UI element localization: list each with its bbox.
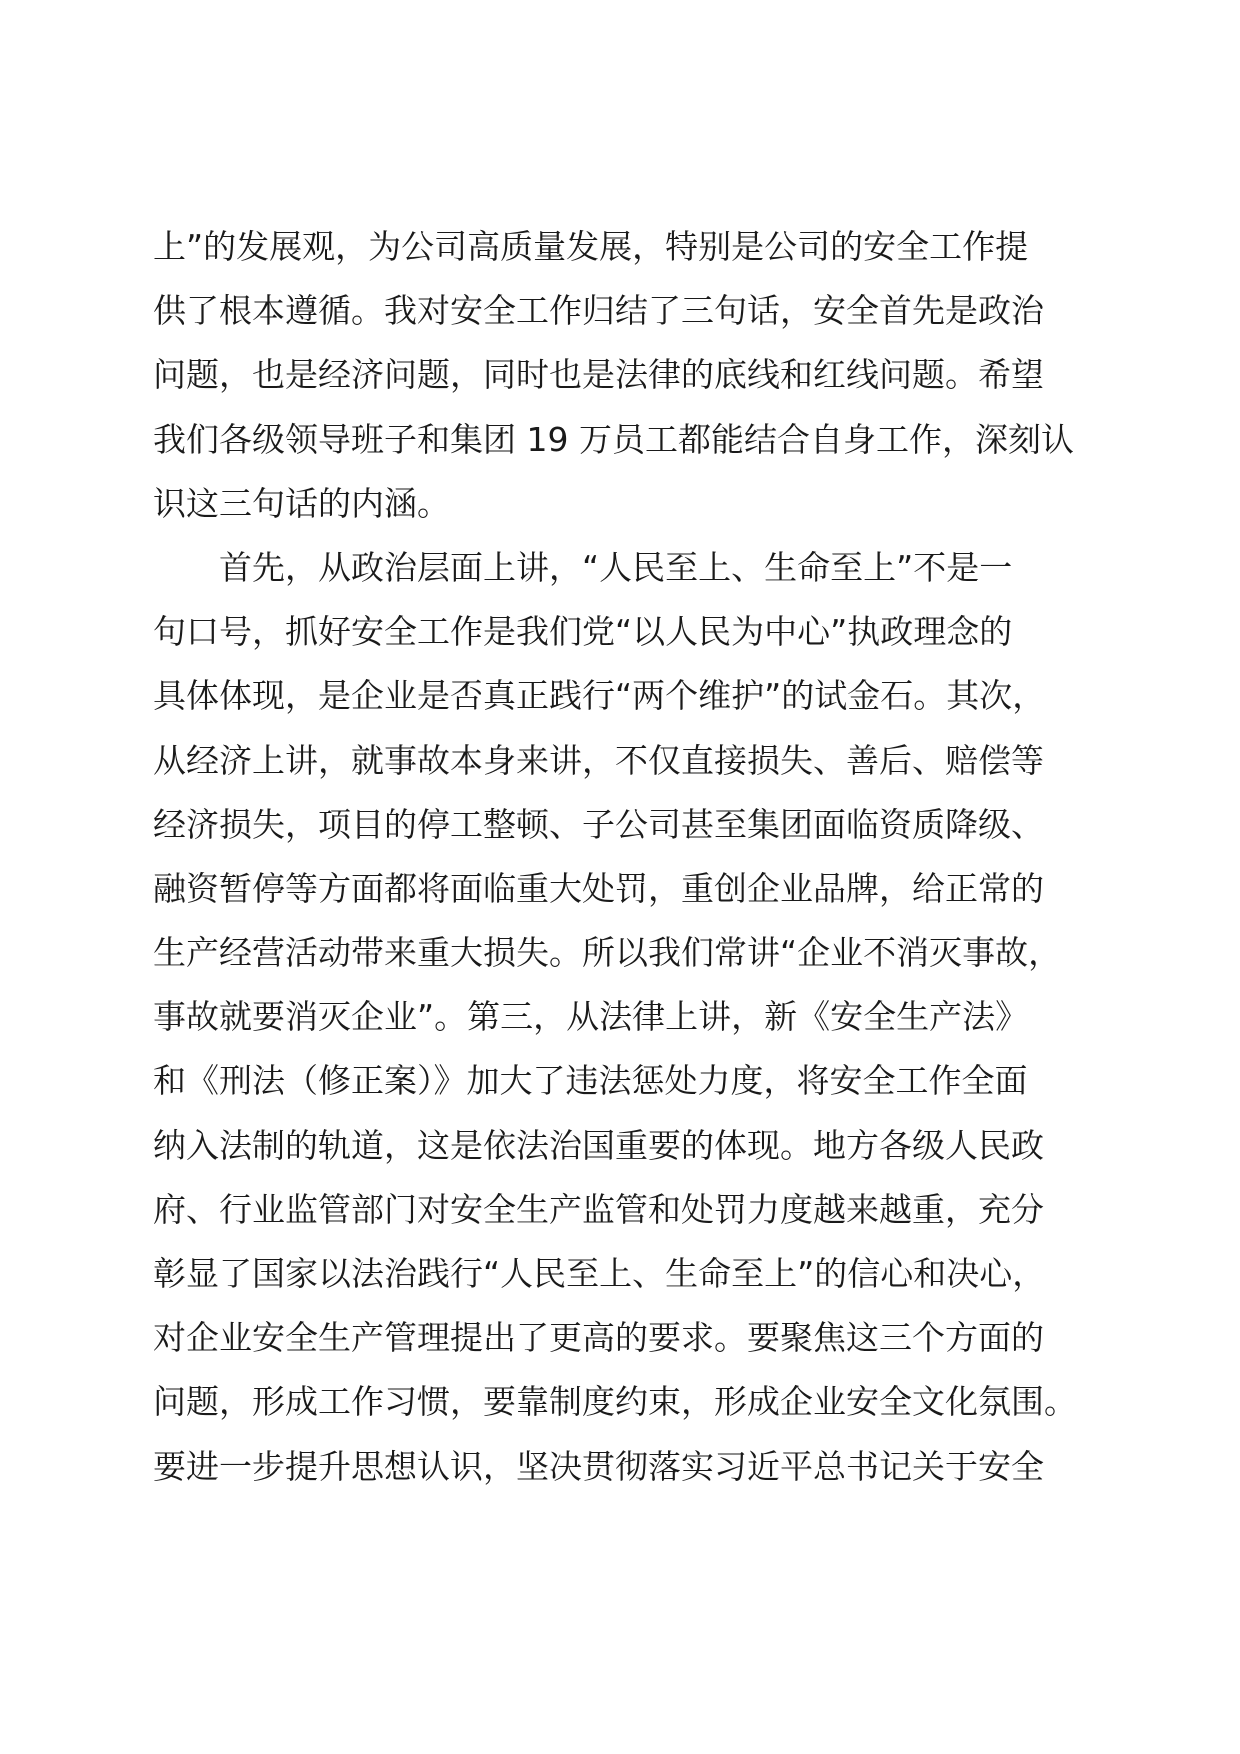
text-line: 我们各级领导班子和集团 19 万员工都能结合自身工作，深刻认 <box>153 419 1074 459</box>
body-text <box>153 215 1113 1499</box>
text-line: 问题，也是经济问题，同时也是法律的底线和红线问题。希望 <box>153 355 1044 395</box>
text-line: 供了根本遵循。我对安全工作归结了三句话，安全首先是政治 <box>153 291 1044 331</box>
text-line: 对企业安全生产管理提出了更高的要求。要聚焦这三个方面的 <box>153 1318 1044 1358</box>
text-line: 问题，形成工作习惯，要靠制度约束，形成企业安全文化氛围。 <box>153 1382 1077 1422</box>
text-line: 识这三句话的内涵。 <box>153 483 450 523</box>
text-line: 从经济上讲，就事故本身来讲，不仅直接损失、善后、赔偿等 <box>153 740 1044 780</box>
text-line: 府、行业监管部门对安全生产监管和处罚力度越来越重，充分 <box>153 1189 1044 1229</box>
text-line: 事故就要消灭企业”。第三，从法律上讲，新《安全生产法》 <box>153 997 1029 1037</box>
text-line: 和《刑法（修正案）》加大了违法惩处力度，将安全工作全面 <box>153 1061 1028 1101</box>
text-line: 纳入法制的轨道，这是依法治国重要的体现。地方各级人民政 <box>153 1125 1044 1165</box>
text-line: 彰显了国家以法治践行“人民至上、生命至上”的信心和决心， <box>153 1254 1046 1293</box>
text-line: 生产经营活动带来重大损失。所以我们常讲“企业不消灭事故， <box>153 933 1062 973</box>
text-line: 具体体现，是企业是否真正践行“两个维护”的试金石。其次， <box>153 676 1046 716</box>
text-line: 首先，从政治层面上讲，“人民至上、生命至上”不是一 <box>219 547 1013 587</box>
text-line: 句口号，抓好安全工作是我们党“以人民为中心”执政理念的 <box>153 612 1013 652</box>
text-line: 经济损失，项目的停工整顿、子公司甚至集团面临资质降级、 <box>153 804 1044 844</box>
text-line: 融资暂停等方面都将面临重大处罚，重创企业品牌，给正常的 <box>153 868 1044 908</box>
text-line: 要进一步提升思想认识，坚决贯彻落实习近平总书记关于安全 <box>153 1446 1044 1486</box>
text-line: 上”的发展观，为公司高质量发展，特别是公司的安全工作提 <box>153 227 1029 266</box>
